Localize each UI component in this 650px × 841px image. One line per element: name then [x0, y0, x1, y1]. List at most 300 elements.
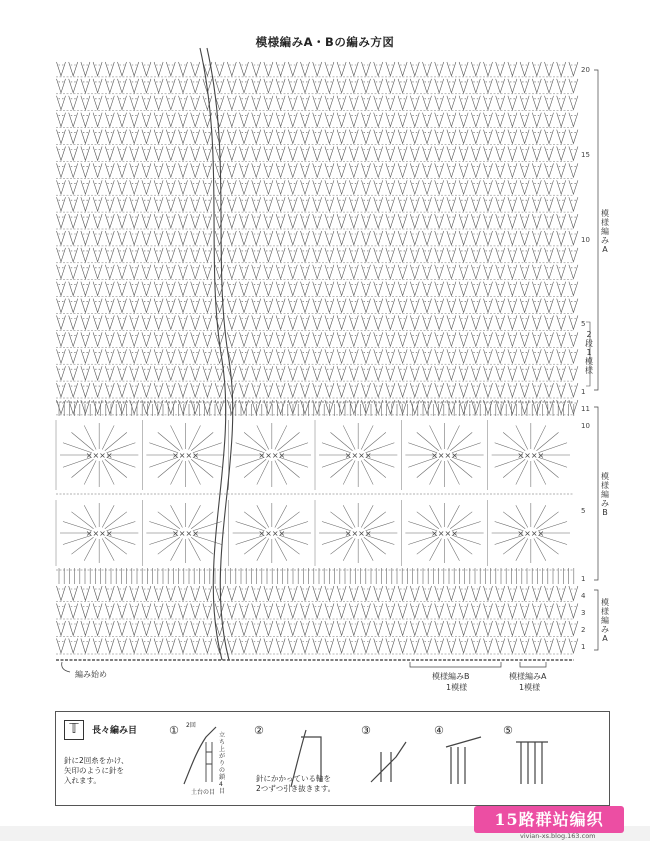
- fan-stitch: [105, 180, 114, 194]
- fan-stitch: [130, 96, 139, 110]
- fan-stitch: [191, 621, 200, 636]
- fan-stitch: [252, 113, 261, 127]
- fan-stitch: [130, 113, 139, 127]
- fan-stitch: [496, 96, 505, 110]
- motif-spoke: [534, 505, 546, 527]
- motif-star: [60, 503, 138, 563]
- fan-stitch: [118, 214, 127, 228]
- fan-stitch: [386, 214, 395, 228]
- fan-stitch: [179, 163, 188, 177]
- fan-stitch: [569, 113, 578, 127]
- fan-stitch: [69, 316, 78, 330]
- fan-stitch: [386, 147, 395, 161]
- fan-stitch: [69, 604, 78, 619]
- fan-stitch: [81, 299, 90, 313]
- fan-stitch: [69, 147, 78, 161]
- fan-stitch: [276, 299, 285, 313]
- motif-center: ××××: [172, 451, 199, 460]
- fan-stitch: [569, 231, 578, 245]
- fan-stitch: [179, 265, 188, 279]
- fan-stitch: [276, 383, 285, 397]
- motif-spoke: [430, 461, 442, 485]
- motif-spoke: [105, 432, 127, 450]
- fan-stitch: [264, 96, 273, 110]
- step-number: ①: [169, 724, 179, 737]
- fan-stitch: [93, 130, 102, 144]
- motif-spoke: [277, 512, 299, 529]
- fan-stitch: [252, 180, 261, 194]
- fan-stitch: [362, 214, 371, 228]
- motif-spoke: [257, 505, 269, 527]
- chart-title: 模様編みA・Bの編み方図: [255, 35, 395, 49]
- stitch-row: [56, 604, 578, 620]
- fan-stitch: [264, 639, 273, 654]
- fan-stitch: [471, 231, 480, 245]
- fan-stitch: [93, 349, 102, 363]
- fan-stitch: [215, 79, 224, 93]
- motif-center: ××××: [85, 529, 113, 538]
- fan-stitch: [81, 282, 90, 296]
- fan-stitch: [325, 621, 334, 636]
- fan-stitch: [545, 231, 554, 245]
- fan-stitch: [545, 180, 554, 194]
- stitch-row: [56, 366, 578, 381]
- fan-stitch: [532, 180, 541, 194]
- fan-stitch: [240, 180, 249, 194]
- fan-stitch: [569, 639, 578, 654]
- fan-stitch: [386, 163, 395, 177]
- fan-stitch: [484, 180, 493, 194]
- fan-stitch: [337, 96, 346, 110]
- fan-stitch: [374, 130, 383, 144]
- fan-stitch: [520, 282, 529, 296]
- fan-stitch: [423, 248, 432, 262]
- fan-stitch: [374, 180, 383, 194]
- fan-stitch: [520, 621, 529, 636]
- fan-stitch: [423, 130, 432, 144]
- fan-stitch: [142, 366, 151, 380]
- fan-stitch: [215, 231, 224, 245]
- fan-stitch: [508, 332, 517, 346]
- motif-spoke: [343, 461, 355, 485]
- double-treble-symbol-icon: 𝕋: [64, 720, 84, 740]
- fan-stitch: [459, 299, 468, 313]
- fan-stitch: [484, 147, 493, 161]
- motif-spoke: [330, 537, 352, 554]
- motif-spoke: [71, 512, 93, 529]
- fan-stitch: [447, 248, 456, 262]
- stitch-row: [56, 163, 578, 178]
- fan-stitch: [264, 586, 273, 601]
- fan-stitch: [130, 604, 139, 619]
- motif-spoke: [343, 505, 355, 527]
- fan-stitch: [520, 197, 529, 211]
- fan-stitch: [423, 62, 432, 76]
- fan-stitch: [398, 214, 407, 228]
- fan-stitch: [471, 113, 480, 127]
- fan-stitch: [545, 248, 554, 262]
- fan-stitch: [447, 332, 456, 346]
- fan-stitch: [191, 639, 200, 654]
- fan-stitch: [337, 349, 346, 363]
- fan-stitch: [520, 248, 529, 262]
- fan-stitch: [398, 604, 407, 619]
- fan-stitch: [484, 62, 493, 76]
- fan-stitch: [508, 147, 517, 161]
- fan-stitch: [557, 163, 566, 177]
- fan-stitch: [410, 299, 419, 313]
- fan-stitch: [276, 96, 285, 110]
- fan-stitch: [301, 332, 310, 346]
- fan-stitch: [142, 214, 151, 228]
- fan-stitch: [301, 96, 310, 110]
- fan-stitch: [435, 265, 444, 279]
- fan-stitch: [264, 248, 273, 262]
- fan-stitch: [520, 299, 529, 313]
- fan-stitch: [179, 299, 188, 313]
- fan-stitch: [93, 366, 102, 380]
- fan-stitch: [496, 248, 505, 262]
- fan-stitch: [532, 197, 541, 211]
- fan-stitch: [203, 366, 212, 380]
- fan-stitch: [130, 231, 139, 245]
- fan-stitch: [435, 113, 444, 127]
- fan-stitch: [264, 316, 273, 330]
- fan-stitch: [118, 400, 127, 414]
- fan-stitch: [313, 621, 322, 636]
- row-number: 4: [581, 592, 586, 600]
- fan-stitch: [240, 214, 249, 228]
- fan-stitch: [264, 231, 273, 245]
- fan-stitch: [57, 147, 66, 161]
- fan-stitch: [484, 604, 493, 619]
- fan-stitch: [325, 96, 334, 110]
- fan-stitch: [362, 366, 371, 380]
- section-label-pattern-a-bottom: 模様編みA: [601, 598, 609, 643]
- fan-stitch: [288, 197, 297, 211]
- fan-stitch: [557, 621, 566, 636]
- fan-stitch: [288, 248, 297, 262]
- fan-stitch: [362, 79, 371, 93]
- fan-stitch: [93, 299, 102, 313]
- row-number: 10: [581, 236, 590, 244]
- fan-stitch: [288, 316, 297, 330]
- fan-stitch: [520, 180, 529, 194]
- fan-stitch: [349, 130, 358, 144]
- fan-stitch: [240, 332, 249, 346]
- fan-stitch: [215, 113, 224, 127]
- fan-stitch: [166, 62, 175, 76]
- fan-stitch: [557, 316, 566, 330]
- fan-stitch: [337, 113, 346, 127]
- fan-stitch: [532, 265, 541, 279]
- fan-stitch: [166, 586, 175, 601]
- fan-stitch: [240, 316, 249, 330]
- fan-stitch: [447, 383, 456, 397]
- fan-stitch: [386, 96, 395, 110]
- fan-stitch: [386, 231, 395, 245]
- fan-stitch: [447, 214, 456, 228]
- fan-stitch: [423, 113, 432, 127]
- fan-stitch: [252, 621, 261, 636]
- fan-stitch: [81, 96, 90, 110]
- fan-stitch: [105, 265, 114, 279]
- fan-stitch: [471, 366, 480, 380]
- fan-stitch: [325, 639, 334, 654]
- row-number: 5: [581, 507, 586, 515]
- fan-stitch: [81, 621, 90, 636]
- fan-stitch: [81, 586, 90, 601]
- fan-stitch: [69, 332, 78, 346]
- fan-stitch: [520, 265, 529, 279]
- fan-stitch: [410, 586, 419, 601]
- fan-stitch: [93, 604, 102, 619]
- fan-stitch: [264, 265, 273, 279]
- fan-stitch: [69, 231, 78, 245]
- fan-stitch: [386, 586, 395, 601]
- fan-stitch: [374, 604, 383, 619]
- fan-stitch: [398, 366, 407, 380]
- fan-stitch: [557, 180, 566, 194]
- fan-stitch: [227, 231, 236, 245]
- motif-spoke: [71, 459, 93, 477]
- fan-stitch: [471, 349, 480, 363]
- fan-stitch: [240, 231, 249, 245]
- fan-stitch: [191, 332, 200, 346]
- fan-stitch: [264, 282, 273, 296]
- fan-stitch: [496, 349, 505, 363]
- fan-stitch: [520, 332, 529, 346]
- fan-stitch: [252, 96, 261, 110]
- fan-stitch: [557, 197, 566, 211]
- motif-spoke: [191, 432, 213, 450]
- fan-stitch: [69, 163, 78, 177]
- fan-stitch: [57, 586, 66, 601]
- fan-stitch: [301, 639, 310, 654]
- fan-stitch: [288, 349, 297, 363]
- fan-stitch: [532, 130, 541, 144]
- fan-stitch: [276, 639, 285, 654]
- fan-stitch: [191, 400, 200, 414]
- fan-stitch: [227, 248, 236, 262]
- fan-stitch: [93, 214, 102, 228]
- motif-spoke: [503, 459, 525, 477]
- fan-stitch: [545, 299, 554, 313]
- fan-stitch: [227, 299, 236, 313]
- motif-spoke: [448, 539, 460, 561]
- fan-stitch: [142, 299, 151, 313]
- fan-stitch: [142, 621, 151, 636]
- fan-stitch: [142, 586, 151, 601]
- fan-stitch: [508, 366, 517, 380]
- fan-stitch: [374, 299, 383, 313]
- fan-stitch: [362, 180, 371, 194]
- motif-spoke: [450, 512, 472, 529]
- fan-stitch: [203, 586, 212, 601]
- stitch-row: [56, 231, 578, 246]
- fan-stitch: [398, 639, 407, 654]
- fan-stitch: [179, 214, 188, 228]
- fan-stitch: [179, 366, 188, 380]
- fan-stitch: [69, 299, 78, 313]
- fan-stitch: [154, 621, 163, 636]
- stitch-row: [56, 62, 578, 77]
- fan-stitch: [69, 197, 78, 211]
- motif-spoke: [430, 539, 442, 561]
- fan-stitch: [203, 96, 212, 110]
- fan-stitch: [203, 621, 212, 636]
- fan-stitch: [447, 197, 456, 211]
- fan-stitch: [349, 586, 358, 601]
- fan-stitch: [423, 586, 432, 601]
- fan-stitch: [57, 231, 66, 245]
- fan-stitch: [313, 604, 322, 619]
- fan-stitch: [288, 621, 297, 636]
- fan-stitch: [337, 231, 346, 245]
- fan-stitch: [313, 248, 322, 262]
- fan-stitch: [349, 621, 358, 636]
- fan-stitch: [423, 197, 432, 211]
- fan-stitch: [93, 197, 102, 211]
- fan-stitch: [142, 332, 151, 346]
- fan-stitch: [362, 113, 371, 127]
- stitch-row: [56, 113, 578, 128]
- fan-stitch: [118, 621, 127, 636]
- fan-stitch: [557, 586, 566, 601]
- fan-stitch: [569, 79, 578, 93]
- step-number: ②: [254, 724, 264, 737]
- fan-stitch: [118, 62, 127, 76]
- motif-spoke: [244, 432, 266, 450]
- fan-stitch: [313, 366, 322, 380]
- fan-stitch: [496, 265, 505, 279]
- fan-stitch: [484, 79, 493, 93]
- fan-stitch: [545, 197, 554, 211]
- fan-stitch: [105, 113, 114, 127]
- fan-stitch: [557, 147, 566, 161]
- fan-stitch: [386, 62, 395, 76]
- fan-stitch: [398, 113, 407, 127]
- fan-stitch: [410, 366, 419, 380]
- fan-stitch: [57, 113, 66, 127]
- motif-spoke: [430, 425, 442, 449]
- fan-stitch: [435, 639, 444, 654]
- fan-stitch: [410, 197, 419, 211]
- fan-stitch: [166, 130, 175, 144]
- fan-stitch: [301, 180, 310, 194]
- fan-stitch: [410, 79, 419, 93]
- motif-spoke: [361, 539, 373, 561]
- motif-spoke: [189, 425, 201, 449]
- fan-stitch: [545, 366, 554, 380]
- fan-stitch: [545, 586, 554, 601]
- fan-stitch: [203, 332, 212, 346]
- fan-stitch: [557, 332, 566, 346]
- motif-spoke: [84, 461, 96, 485]
- fan-stitch: [471, 604, 480, 619]
- fan-stitch: [166, 299, 175, 313]
- fan-stitch: [154, 265, 163, 279]
- fan-stitch: [435, 383, 444, 397]
- stitch-row: [56, 639, 578, 655]
- fan-stitch: [166, 282, 175, 296]
- fan-stitch: [93, 79, 102, 93]
- fan-stitch: [105, 299, 114, 313]
- fan-stitch: [569, 214, 578, 228]
- fan-stitch: [81, 231, 90, 245]
- fan-stitch: [57, 214, 66, 228]
- fan-stitch: [484, 248, 493, 262]
- fan-stitch: [520, 147, 529, 161]
- fan-stitch: [557, 231, 566, 245]
- fan-stitch: [398, 316, 407, 330]
- fan-stitch: [105, 282, 114, 296]
- fan-stitch: [179, 621, 188, 636]
- fan-stitch: [349, 62, 358, 76]
- fan-stitch: [93, 383, 102, 397]
- fan-stitch: [57, 332, 66, 346]
- fan-stitch: [545, 316, 554, 330]
- fan-stitch: [410, 248, 419, 262]
- fan-stitch: [276, 214, 285, 228]
- fan-stitch: [276, 604, 285, 619]
- fan-stitch: [93, 231, 102, 245]
- fan-stitch: [398, 163, 407, 177]
- description-line: 針に2回糸をかけ、: [64, 756, 129, 765]
- fan-stitch: [118, 349, 127, 363]
- fan-stitch: [191, 197, 200, 211]
- fan-stitch: [191, 586, 200, 601]
- fan-stitch: [569, 147, 578, 161]
- motif-center: ××××: [517, 529, 545, 538]
- fan-stitch: [227, 332, 236, 346]
- fan-stitch: [203, 265, 212, 279]
- fan-stitch: [447, 282, 456, 296]
- fan-stitch: [520, 316, 529, 330]
- motif-spoke: [534, 425, 546, 449]
- fan-stitch: [362, 231, 371, 245]
- fan-stitch: [398, 282, 407, 296]
- fan-stitch: [569, 332, 578, 346]
- fan-stitch: [374, 366, 383, 380]
- motif-spoke: [191, 459, 213, 477]
- fan-stitch: [301, 62, 310, 76]
- fan-stitch: [118, 586, 127, 601]
- fan-stitch: [545, 639, 554, 654]
- fan-stitch: [337, 130, 346, 144]
- stitch-row: [56, 621, 578, 637]
- fan-stitch: [496, 604, 505, 619]
- fan-stitch: [508, 79, 517, 93]
- fan-stitch: [166, 214, 175, 228]
- fan-stitch: [179, 79, 188, 93]
- hook-illustration: [184, 727, 216, 784]
- motif-spoke: [84, 505, 96, 527]
- fan-stitch: [166, 231, 175, 245]
- fan-stitch: [93, 180, 102, 194]
- fan-stitch: [166, 248, 175, 262]
- fan-stitch: [496, 332, 505, 346]
- fan-stitch: [93, 248, 102, 262]
- motif-star: [146, 423, 224, 487]
- fan-stitch: [81, 163, 90, 177]
- fan-stitch: [105, 96, 114, 110]
- fan-stitch: [484, 113, 493, 127]
- fan-stitch: [484, 197, 493, 211]
- fan-stitch: [532, 147, 541, 161]
- fan-stitch: [508, 299, 517, 313]
- step2-line: 2つずつ引き抜きます。: [256, 784, 336, 793]
